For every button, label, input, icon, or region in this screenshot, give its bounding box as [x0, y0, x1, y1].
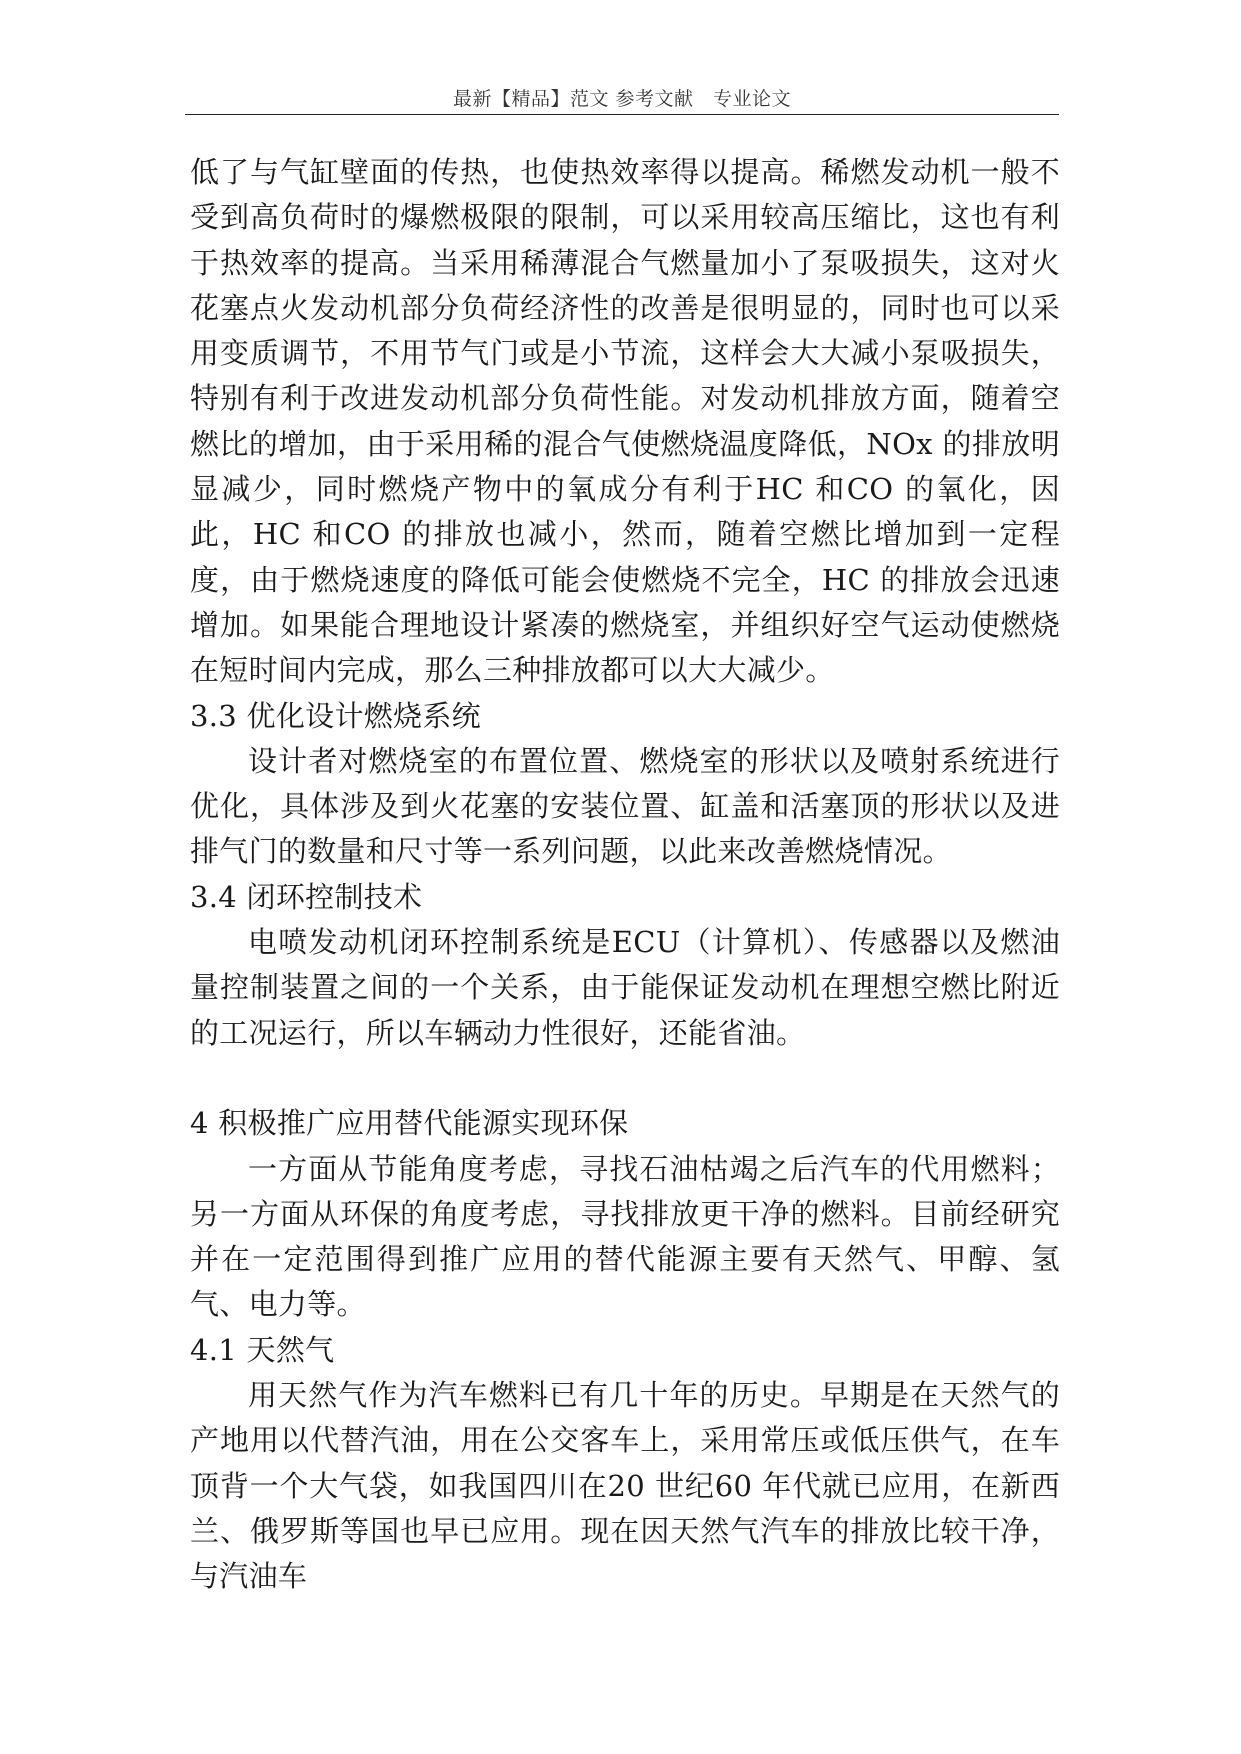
paragraph-alternative-energy: 一方面从节能角度考虑，寻找石油枯竭之后汽车的代用燃料；另一方面从环保的角度考虑，寻找排放更干净的燃料。目前经研究并在一定范围得到推广应用的替代能源主要有天然气、甲醇、氢气、电力等。: [190, 1151, 1060, 1322]
header-rule: [185, 114, 1059, 115]
paragraph-combustion-system: 设计者对燃烧室的布置位置、燃烧室的形状以及喷射系统进行优化，具体涉及到火花塞的安装位置、缸盖和活塞顶的形状以及进排气门的数量和尺寸等一系列问题，以此来改善燃烧情况。: [190, 743, 1060, 869]
blank-line: [190, 1056, 1060, 1101]
section-heading-3-3: 3.3 优化设计燃烧系统: [190, 698, 481, 733]
section-heading-4: 4 积极推广应用替代能源实现环保: [190, 1106, 629, 1141]
section-heading-3-4: 3.4 闭环控制技术: [190, 879, 423, 914]
paragraph-closed-loop-control: 电喷发动机闭环控制系统是ECU（计算机）、传感器以及燃油量控制装置之间的一个关系，由于能保证发动机在理想空燃比附近的工况运行，所以车辆动力性很好，还能省油。: [190, 925, 1060, 1050]
paragraph-continuation: 低了与气缸壁面的传热，也使热效率得以提高。稀燃发动机一般不受到高负荷时的爆燃极限的限制，可以采用较高压缩比，这也有利于热效率的提高。当采用稀薄混合气燃量加小了泵吸损失，这对火花塞点火发动机部分负荷经济性的改善是很明显的，同时也可以采用变质调节，不用节气门或是小节流，这样会大大减小泵吸损失，特别有利于改进发动机部分负荷性能。对发动机排放方面，随着空燃比的增加，由于采用稀的混合气使燃烧温度降低，NOx 的排放明显减少，同时燃烧产物中的氧成分有利于HC 和CO 的氧化，因此，HC 和CO 的排放也减小，然而，随着空燃比增加到一定程度，由于燃烧速度的降低可能会使燃烧不完全，HC 的排放会迅速增加。如果能合理地设计紧凑的燃烧室，并组织好空气运动使燃烧在短时间内完成，那么三种排放都可以大大减少。: [190, 155, 1060, 688]
paragraph-natural-gas: 用天然气作为汽车燃料已有几十年的历史。早期是在天然气的产地用以代替汽油，用在公交客车上，采用常压或低压供气，在车顶背一个大气袋，如我国四川在20 世纪60 年代就已应用，在新西兰、俄罗斯等国也早已应用。现在因天然气汽车的排放比较干净，与汽油车: [190, 1378, 1060, 1594]
document-body: [190, 150, 1060, 1600]
section-heading-4-1: 4.1 天然气: [190, 1332, 335, 1367]
page-header: 最新【精品】范文 参考文献 专业论文: [452, 88, 792, 110]
